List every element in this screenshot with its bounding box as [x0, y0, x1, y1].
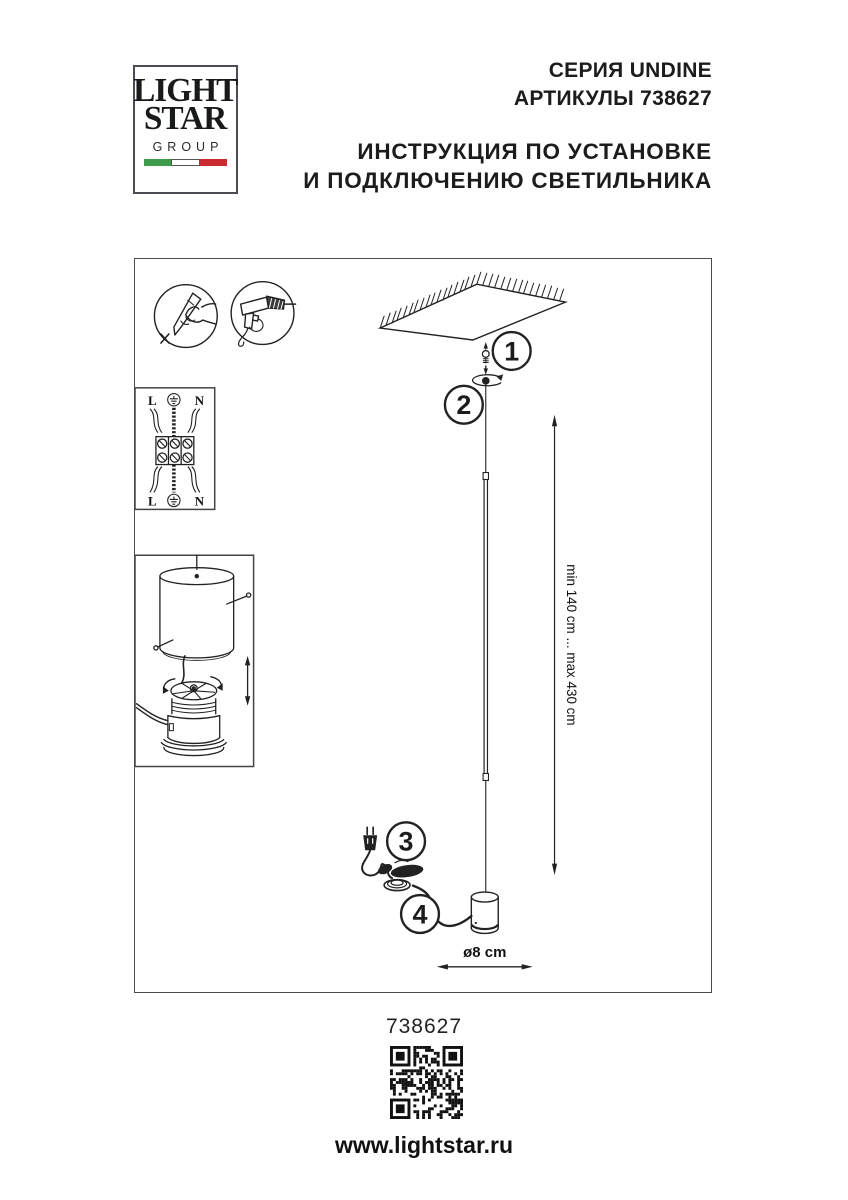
- website-url: www.lightstar.ru: [334, 1132, 514, 1158]
- diameter-dimension-label: ø8 cm: [463, 943, 507, 961]
- mounting-screw: [482, 342, 489, 375]
- wire-label-l-top: L: [147, 392, 157, 408]
- marking-tool-icon: [154, 285, 217, 348]
- callout-4-number: 4: [412, 899, 428, 930]
- height-dimension-label: min 140 cm ... max 430 cm: [563, 564, 579, 726]
- wire-label-l-bottom: L: [147, 493, 157, 509]
- header-titles: [303, 57, 712, 195]
- callout-3-number: 3: [398, 826, 414, 857]
- wiring-diagram: [135, 388, 215, 510]
- callout-3: [387, 822, 425, 860]
- article-number: АРТИКУЛЫ 738627: [513, 87, 712, 110]
- lightstar-logo: [133, 65, 238, 194]
- logo-word-light: LIGHT: [133, 72, 238, 109]
- diameter-dimension: [437, 944, 533, 970]
- callout-4: [401, 895, 439, 933]
- callout-2-number: 2: [456, 390, 472, 421]
- shade-assembly-inset: [135, 555, 254, 766]
- callout-2: [445, 386, 483, 424]
- article-number-footer: 738627: [385, 1015, 463, 1038]
- logo-word-group: GROUP: [152, 140, 224, 155]
- swivel-connector: [473, 374, 504, 385]
- logo-word-star: STAR: [144, 100, 227, 138]
- callout-1-number: 1: [504, 336, 520, 367]
- callout-1: [493, 332, 531, 370]
- italian-flag-stripe: [144, 159, 228, 166]
- wire-label-n-top: N: [194, 392, 205, 408]
- instruction-title-line1: ИНСТРУКЦИЯ ПО УСТАНОВКЕ: [357, 139, 712, 164]
- flag-green-segment: [144, 159, 171, 166]
- flag-white-segment: [171, 159, 200, 166]
- series-title: СЕРИЯ UNDINE: [548, 59, 712, 82]
- suspension-rod: [483, 385, 488, 893]
- installation-diagram: [135, 259, 709, 990]
- flag-red-segment: [200, 159, 227, 166]
- lamp-cylinder: [471, 892, 498, 933]
- drill-icon: [231, 282, 295, 347]
- pendant-lamp-diagram: [362, 272, 579, 969]
- qr-code: [390, 1046, 463, 1119]
- ceiling: [380, 272, 565, 340]
- terminal-block: [156, 437, 194, 465]
- diagram-frame: [134, 258, 712, 993]
- wire-label-n-bottom: N: [194, 493, 205, 509]
- instruction-title-line2: И ПОДКЛЮЧЕНИЮ СВЕТИЛЬНИКА: [303, 168, 712, 193]
- height-dimension: [552, 415, 579, 875]
